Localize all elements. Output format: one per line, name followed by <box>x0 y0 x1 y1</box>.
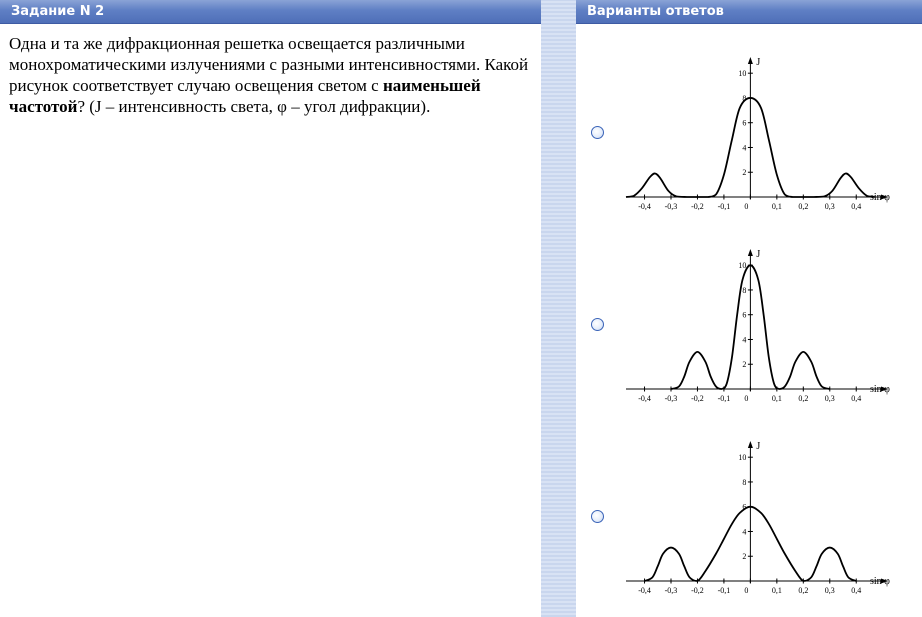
x-tick-label: -0,1 <box>717 586 731 595</box>
x-tick-label: -0,4 <box>638 394 651 403</box>
y-tick-label: 2 <box>742 552 747 562</box>
x-tick-label: 0 <box>744 202 749 211</box>
y-tick-label: 4 <box>742 335 747 345</box>
y-tick-label: 10 <box>738 261 747 271</box>
panel-divider <box>541 0 576 617</box>
x-tick-label: 0,3 <box>824 394 835 403</box>
x-tick-label: 0,1 <box>771 586 782 595</box>
answer-option-1-chart <box>618 52 900 230</box>
y-axis-arrow-icon <box>748 441 753 448</box>
question-text-bold: наименьшей частотой <box>9 76 481 116</box>
answer-option-2-chart <box>618 244 900 422</box>
answer-option-1-radio[interactable] <box>591 126 604 139</box>
x-axis-label: sin φ <box>870 384 890 395</box>
x-tick-label: 0 <box>744 394 749 403</box>
answer-option-3-radio[interactable] <box>591 510 604 523</box>
y-axis-label: J <box>756 57 761 68</box>
y-tick-label: 2 <box>742 168 747 178</box>
x-tick-label: -0,3 <box>664 586 678 595</box>
x-axis-label: sin φ <box>870 192 890 203</box>
x-tick-label: 0 <box>744 586 749 595</box>
chart-1-svg <box>618 52 900 230</box>
x-tick-label: -0,4 <box>638 586 651 595</box>
y-tick-label: 6 <box>742 502 747 512</box>
y-tick-label: 8 <box>742 93 747 103</box>
x-tick-label: -0,3 <box>664 394 678 403</box>
y-tick-label: 8 <box>742 477 747 487</box>
y-tick-label: 2 <box>742 360 747 370</box>
x-tick-label: 0,1 <box>771 202 782 211</box>
y-tick-label: 4 <box>742 527 747 537</box>
y-axis-label: J <box>756 441 761 452</box>
y-tick-label: 6 <box>742 118 747 128</box>
x-tick-label: 0,3 <box>824 586 835 595</box>
x-tick-label: 0,4 <box>851 586 862 595</box>
x-tick-label: -0,1 <box>717 202 731 211</box>
question-text <box>9 33 534 117</box>
answers-header <box>576 0 922 24</box>
x-tick-label: -0,2 <box>691 394 704 403</box>
y-tick-label: 4 <box>742 143 747 153</box>
y-tick-label: 6 <box>742 310 747 320</box>
x-tick-label: 0,4 <box>851 394 862 403</box>
task-header <box>0 0 541 24</box>
x-tick-label: 0,3 <box>824 202 835 211</box>
x-tick-label: 0,4 <box>851 202 862 211</box>
y-axis-arrow-icon <box>748 249 753 256</box>
x-tick-label: 0,2 <box>798 586 809 595</box>
y-tick-label: 10 <box>738 69 747 79</box>
chart-3-svg <box>618 436 900 614</box>
x-tick-label: -0,4 <box>638 202 651 211</box>
x-tick-label: -0,3 <box>664 202 678 211</box>
chart-2-svg <box>618 244 900 422</box>
y-tick-label: 8 <box>742 285 747 295</box>
answer-option-2-radio[interactable] <box>591 318 604 331</box>
x-tick-label: 0,1 <box>771 394 782 403</box>
y-axis-label: J <box>756 249 761 260</box>
answers-title: Варианты ответов <box>587 4 724 19</box>
y-axis-arrow-icon <box>748 57 753 64</box>
question-text-before: Одна и та же дифракционная решетка освещается различными монохроматическими излучениями с разными интенсивностями. Какой рисунок соответствует случаю освещения светом с <box>9 34 529 95</box>
y-tick-label: 10 <box>738 453 747 463</box>
x-tick-label: -0,2 <box>691 586 704 595</box>
x-tick-label: -0,1 <box>717 394 731 403</box>
question-text-after: ? (J – интенсивность света, φ – угол дифракции). <box>77 97 431 116</box>
answer-option-3-chart <box>618 436 900 614</box>
x-tick-label: 0,2 <box>798 202 809 211</box>
x-axis-label: sin φ <box>870 576 890 587</box>
x-tick-label: -0,2 <box>691 202 704 211</box>
x-tick-label: 0,2 <box>798 394 809 403</box>
task-title: Задание N 2 <box>11 4 105 19</box>
